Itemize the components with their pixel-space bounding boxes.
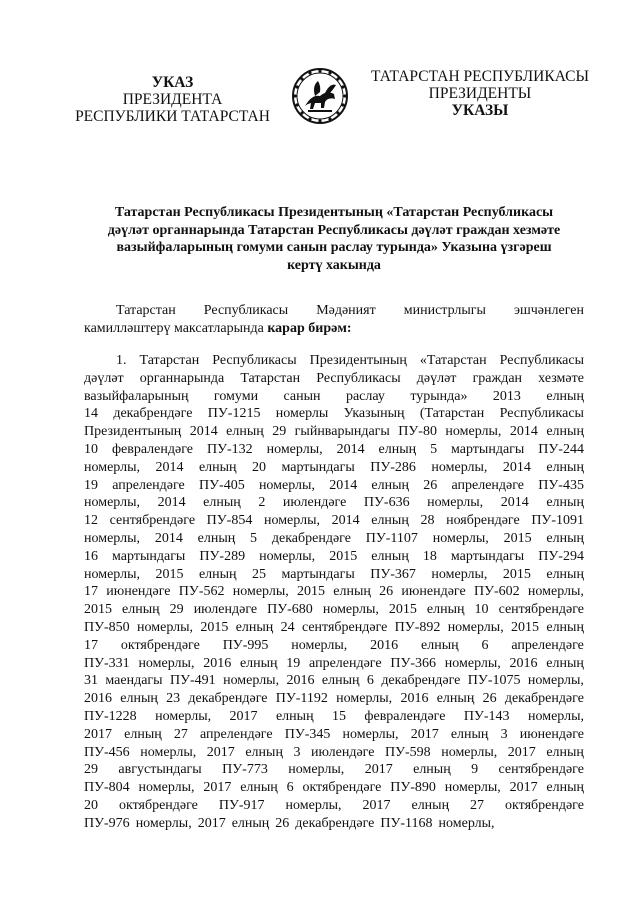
header-right-block bbox=[360, 68, 600, 119]
word: елның bbox=[371, 513, 409, 529]
word: декабрендәге bbox=[113, 406, 193, 422]
paragraph-line bbox=[84, 726, 584, 744]
word: октябрендәге bbox=[505, 797, 584, 813]
word: елның bbox=[450, 726, 489, 742]
word: 6 bbox=[286, 780, 294, 796]
word: июнендәге bbox=[106, 584, 171, 600]
word: номерлы, bbox=[431, 459, 488, 475]
word: 2017 bbox=[197, 815, 226, 831]
paragraph-line bbox=[84, 655, 584, 673]
word: елның bbox=[436, 691, 475, 707]
word: 5 bbox=[250, 530, 258, 546]
word: ПУ-562 bbox=[178, 584, 225, 600]
word: 2 bbox=[258, 495, 266, 511]
word: елның bbox=[231, 815, 270, 831]
word: 2017 bbox=[410, 726, 439, 742]
word: 1. bbox=[116, 353, 127, 368]
word: раслау bbox=[345, 388, 385, 404]
word: 6 bbox=[481, 637, 489, 653]
word: 2016 bbox=[509, 655, 538, 671]
word: декабрендәге bbox=[504, 691, 584, 707]
word: ПУ-1091 bbox=[531, 513, 584, 529]
word: мартындагы bbox=[281, 459, 355, 475]
word: номерлы, bbox=[138, 655, 195, 671]
header-right-line-1: ТАТАРСТАН РЕСПУБЛИКАСЫ bbox=[371, 68, 589, 85]
word: ПУ-367 bbox=[370, 566, 416, 582]
paragraph-line bbox=[84, 548, 584, 566]
word: дәүләт bbox=[416, 370, 457, 386]
word: елның bbox=[197, 530, 236, 546]
word: 28 bbox=[420, 513, 435, 529]
word: ПУ-331 bbox=[84, 655, 130, 671]
word: Татарстан bbox=[139, 353, 200, 368]
word: 29 bbox=[272, 424, 287, 440]
word: ПУ-1168 bbox=[380, 815, 433, 831]
intro-resolution-phrase: карар бирәм: bbox=[267, 320, 352, 336]
word: номерлы, bbox=[431, 566, 488, 582]
intro-word: эшчәнлеген bbox=[513, 303, 584, 318]
paragraph-line bbox=[84, 690, 584, 708]
word: 2014 bbox=[502, 459, 531, 475]
word: 27 bbox=[173, 726, 188, 742]
word: ПУ-854 bbox=[206, 513, 253, 529]
word: хезмәте bbox=[538, 370, 584, 386]
title-line: кертү хакында bbox=[287, 257, 381, 273]
word: елның bbox=[124, 726, 162, 742]
word: 2016 bbox=[203, 655, 232, 671]
word: номерлы, bbox=[285, 797, 342, 813]
word: 2017 bbox=[509, 780, 538, 796]
word: 2017 bbox=[507, 744, 536, 760]
word: сентябрендәге bbox=[109, 513, 196, 529]
word: 2014 bbox=[155, 459, 184, 475]
word: елның bbox=[321, 673, 360, 689]
intro-word: Республикасы bbox=[203, 303, 289, 318]
word: номерлы, bbox=[441, 744, 498, 760]
word: елның bbox=[275, 708, 314, 724]
word: 2014 bbox=[189, 424, 218, 440]
word: елның bbox=[235, 619, 274, 635]
word: 24 bbox=[280, 619, 295, 635]
word: елның bbox=[546, 530, 584, 546]
word: номерлы, bbox=[263, 513, 320, 529]
word: 14 bbox=[84, 406, 98, 422]
word: 2015 bbox=[329, 548, 358, 564]
word: мартындагы bbox=[451, 441, 525, 457]
word: (Татарстан bbox=[419, 406, 485, 422]
paragraph-line bbox=[84, 744, 584, 762]
word: Республикасы bbox=[499, 406, 584, 422]
word: 2015 bbox=[297, 584, 326, 600]
word: елның bbox=[546, 495, 584, 511]
word: 2015 bbox=[503, 530, 532, 546]
word: 5 bbox=[430, 441, 438, 457]
paragraph-line bbox=[84, 779, 584, 797]
word: августындагы bbox=[118, 762, 202, 778]
paragraph-line bbox=[84, 619, 584, 637]
word: 26 bbox=[482, 691, 497, 707]
word: февралендәге bbox=[364, 708, 446, 724]
word: елның bbox=[120, 691, 158, 707]
word: октябрендәге bbox=[118, 797, 198, 813]
word: елның bbox=[371, 548, 409, 564]
word: июнендәге bbox=[401, 584, 466, 600]
decree-title bbox=[84, 204, 584, 274]
word: 2016 bbox=[370, 637, 399, 653]
paragraph-line bbox=[84, 512, 584, 530]
word: ПУ-435 bbox=[538, 477, 584, 493]
word: дәүләт bbox=[84, 370, 124, 386]
word: ПУ-773 bbox=[222, 762, 268, 778]
paragraph-line bbox=[84, 637, 584, 655]
word: номерлы, bbox=[135, 815, 192, 831]
word: ПУ-366 bbox=[390, 655, 437, 671]
intro-word: Мәдәният bbox=[316, 303, 376, 318]
word: 12 bbox=[84, 513, 98, 529]
word: апрелендәге bbox=[200, 726, 273, 742]
intro-line-1 bbox=[84, 302, 584, 320]
word: ПУ-80 bbox=[398, 424, 437, 440]
paragraph-line bbox=[84, 530, 584, 548]
word: елның bbox=[226, 424, 264, 440]
word: 2014 bbox=[500, 495, 529, 511]
word: ПУ-405 bbox=[199, 477, 245, 493]
word: ПУ-1107 bbox=[365, 530, 418, 546]
word: елның bbox=[546, 388, 584, 404]
word: номерлы, bbox=[527, 584, 584, 600]
word: Республикасы bbox=[212, 353, 297, 368]
intro-word: министрлыгы bbox=[403, 303, 486, 318]
header-left-block bbox=[70, 74, 275, 125]
word: ПУ-456 bbox=[84, 744, 130, 760]
word: 2016 bbox=[84, 691, 112, 707]
word: номерлы, bbox=[438, 815, 495, 831]
word: 2017 bbox=[84, 726, 112, 742]
word: 16 bbox=[84, 548, 98, 564]
paragraph-line bbox=[84, 477, 584, 495]
word: елның bbox=[546, 744, 584, 760]
word: елның bbox=[546, 566, 584, 582]
word: номерлы, bbox=[427, 495, 484, 511]
paragraph-line bbox=[84, 352, 584, 370]
word: 2016 bbox=[400, 691, 429, 707]
word: органнарында bbox=[139, 370, 225, 386]
paragraph-line bbox=[84, 566, 584, 584]
word: 26 bbox=[275, 815, 290, 831]
word: декабрендәге bbox=[295, 815, 375, 831]
word: елның bbox=[546, 424, 584, 440]
word: 2017 bbox=[364, 762, 393, 778]
word: апрелендәге bbox=[309, 655, 382, 671]
word: елның bbox=[245, 744, 283, 760]
word: ПУ-1215 bbox=[207, 406, 261, 422]
word: елның bbox=[378, 441, 417, 457]
word: вазыйфаларының bbox=[84, 388, 189, 404]
word: 26 bbox=[423, 477, 438, 493]
word: ПУ-1075 bbox=[467, 673, 521, 689]
paragraph-line bbox=[84, 441, 584, 459]
word: ПУ-602 bbox=[473, 584, 520, 600]
word: номерлы, bbox=[138, 780, 195, 796]
word: номерлы, bbox=[223, 673, 280, 689]
word: ПУ-976 bbox=[84, 815, 130, 831]
word: номерлы, bbox=[432, 530, 489, 546]
word: 10 bbox=[474, 602, 489, 618]
word: 25 bbox=[252, 566, 267, 582]
word: 27 bbox=[470, 797, 485, 813]
word: 18 bbox=[422, 548, 437, 564]
word: ноябрендәге bbox=[446, 513, 520, 529]
word: номерлы, bbox=[258, 477, 315, 493]
word: мартындагы bbox=[112, 548, 186, 564]
word: 19 bbox=[286, 655, 301, 671]
intro-line-2 bbox=[84, 320, 584, 338]
word: елның bbox=[546, 619, 584, 635]
word: граждан bbox=[472, 370, 523, 386]
word: 6 bbox=[366, 673, 374, 689]
word: гыйнварындагы bbox=[294, 424, 390, 440]
word: декабрендәге bbox=[188, 691, 268, 707]
header-left-line-1: УКАЗ bbox=[151, 74, 194, 91]
word: ПУ-804 bbox=[84, 780, 130, 796]
word: 2014 bbox=[336, 441, 365, 457]
word: 29 bbox=[84, 762, 98, 778]
word: апрелендәге bbox=[511, 637, 584, 653]
word: ПУ-289 bbox=[199, 548, 246, 564]
word: ПУ-294 bbox=[538, 548, 584, 564]
word: 15 bbox=[331, 708, 346, 724]
word: 2015 bbox=[155, 566, 184, 582]
paragraph-1 bbox=[84, 352, 584, 833]
word: елның bbox=[546, 780, 584, 796]
paragraph-line bbox=[84, 601, 584, 619]
word: номерлы, bbox=[444, 655, 501, 671]
word: номерлы, bbox=[84, 495, 141, 511]
word: номерлы, bbox=[140, 744, 197, 760]
word: номерлы, bbox=[84, 530, 141, 546]
word: 17 bbox=[84, 584, 98, 600]
paragraph-line bbox=[84, 583, 584, 601]
paragraph-line bbox=[84, 761, 584, 779]
intro-paragraph bbox=[84, 302, 584, 338]
word: мартындагы bbox=[281, 566, 355, 582]
word: апрелендәге bbox=[451, 477, 525, 493]
word: 2014 bbox=[509, 424, 538, 440]
word: ПУ-850 bbox=[84, 619, 130, 635]
word: елның bbox=[122, 602, 160, 618]
word: ПУ-890 bbox=[390, 780, 436, 796]
word: номерлы, bbox=[291, 637, 348, 653]
word: номерлы, bbox=[447, 619, 504, 635]
word: 2014 bbox=[154, 530, 183, 546]
word: 3 bbox=[293, 744, 301, 760]
paragraph-line bbox=[84, 459, 584, 477]
word: апрелендәге bbox=[112, 477, 185, 493]
title-line: Татарстан Республикасы Президентының «Татарстан Республикасы bbox=[114, 205, 554, 220]
word: ПУ-1192 bbox=[275, 691, 328, 707]
word: 2014 bbox=[157, 495, 186, 511]
word: елның bbox=[198, 459, 237, 475]
word: 3 bbox=[500, 726, 508, 742]
word: номерлы, bbox=[259, 548, 316, 564]
word: 31 bbox=[84, 673, 98, 689]
word: номерлы, bbox=[84, 459, 141, 475]
word: номерлы, bbox=[266, 441, 323, 457]
word: ПУ-917 bbox=[218, 797, 265, 813]
word: сентябрендәге bbox=[498, 762, 584, 778]
word: номерлы, bbox=[137, 619, 194, 635]
word: елның bbox=[411, 797, 450, 813]
word: номерлы, bbox=[336, 691, 393, 707]
intro-line-2-text: камилләштерү максатларында bbox=[84, 320, 268, 336]
word: елның bbox=[413, 762, 451, 778]
word: елның bbox=[240, 780, 278, 796]
word: декабрендәге bbox=[381, 673, 461, 689]
word: 2015 bbox=[511, 619, 540, 635]
word: номерлы, bbox=[527, 673, 584, 689]
word: июлендәге bbox=[282, 495, 347, 511]
header-left-line-2: ПРЕЗИДЕНТА bbox=[122, 91, 223, 108]
word: Президентының bbox=[309, 353, 407, 368]
word: 2013 bbox=[492, 388, 521, 404]
title-line: вазыйфаларының гомуми санын раслау турында» Указына үзгәреш bbox=[116, 240, 552, 255]
word: 2015 bbox=[388, 602, 417, 618]
word: номерлы, bbox=[445, 424, 502, 440]
word: 2017 bbox=[206, 744, 235, 760]
word: елның bbox=[198, 566, 237, 582]
word: октябрендәге bbox=[302, 780, 382, 796]
word: июлендәге bbox=[193, 602, 258, 618]
word: февралендәге bbox=[111, 441, 193, 457]
word: 20 bbox=[252, 459, 267, 475]
word: 17 bbox=[84, 637, 98, 653]
word: гомуми bbox=[213, 388, 259, 404]
word: ПУ-636 bbox=[363, 495, 410, 511]
paragraph-line bbox=[84, 423, 584, 441]
word: номерлы bbox=[275, 406, 329, 422]
word: ПУ-892 bbox=[394, 619, 441, 635]
word: ПУ-132 bbox=[206, 441, 253, 457]
word: октябрендәге bbox=[120, 637, 200, 653]
word: июнендәге bbox=[519, 726, 584, 742]
word: елның bbox=[546, 459, 584, 475]
word: ПУ-491 bbox=[169, 673, 216, 689]
word: 2017 bbox=[229, 708, 258, 724]
word: номерлы, bbox=[342, 726, 399, 742]
paragraph-line bbox=[84, 815, 584, 833]
word: 19 bbox=[84, 477, 98, 493]
word: 2015 bbox=[502, 566, 531, 582]
word: 9 bbox=[471, 762, 479, 778]
word: номерлы, bbox=[84, 566, 141, 582]
word: Указының bbox=[343, 406, 405, 422]
word: 2014 bbox=[331, 513, 360, 529]
paragraph-line bbox=[84, 370, 584, 388]
word: ПУ-598 bbox=[384, 744, 431, 760]
word: Республикасы bbox=[316, 370, 401, 386]
word: Татарстан bbox=[240, 370, 301, 386]
word: елның bbox=[333, 584, 371, 600]
paragraph-line bbox=[84, 672, 584, 690]
word: номерлы, bbox=[288, 762, 345, 778]
word: номерлы, bbox=[444, 780, 501, 796]
paragraph-line bbox=[84, 797, 584, 815]
title-line: дәүләт органнарында Татарстан Республикасы дәүләт граждан хезмәте bbox=[107, 222, 561, 238]
header-right-line-2: ПРЕЗИДЕНТЫ bbox=[428, 85, 532, 102]
paragraph-line bbox=[84, 388, 584, 406]
word: Президентының bbox=[84, 424, 182, 440]
word: Республикасы bbox=[499, 353, 584, 368]
word: 2016 bbox=[286, 673, 315, 689]
word: 2017 bbox=[203, 780, 232, 796]
word: ПУ-244 bbox=[538, 441, 584, 457]
word: 23 bbox=[166, 691, 181, 707]
word: 29 bbox=[169, 602, 184, 618]
word: ПУ-286 bbox=[370, 459, 416, 475]
word: ПУ-1228 bbox=[84, 708, 137, 724]
word: номерлы, bbox=[527, 708, 584, 724]
word: 2014 bbox=[329, 477, 358, 493]
word: 26 bbox=[379, 584, 394, 600]
word: «Татарстан bbox=[419, 353, 487, 368]
paragraph-line bbox=[84, 708, 584, 726]
word: июлендәге bbox=[311, 744, 375, 760]
word: 20 bbox=[84, 797, 98, 813]
word: ПУ-995 bbox=[222, 637, 269, 653]
word: санын bbox=[283, 388, 321, 404]
intro-word: Татарстан bbox=[116, 303, 176, 318]
word: 2015 bbox=[84, 602, 112, 618]
header-left-line-3: РЕСПУБЛИКИ ТАТАРСТАН bbox=[75, 108, 270, 125]
word: елның bbox=[421, 637, 459, 653]
word: декабрендәге bbox=[271, 530, 351, 546]
word: елның bbox=[426, 602, 465, 618]
header-right-line-3: УКАЗЫ bbox=[451, 102, 509, 119]
paragraph-line bbox=[84, 405, 584, 423]
word: 10 bbox=[84, 441, 98, 457]
word: номерлы, bbox=[232, 584, 289, 600]
coat-of-arms-icon bbox=[290, 66, 350, 126]
word: елның bbox=[203, 495, 241, 511]
word: елның bbox=[239, 655, 278, 671]
word: сентябрендәге bbox=[498, 602, 584, 618]
word: турында» bbox=[410, 388, 468, 404]
word: елның bbox=[371, 477, 410, 493]
word: 2015 bbox=[200, 619, 229, 635]
word: елның bbox=[546, 655, 584, 671]
word: ПУ-143 bbox=[463, 708, 510, 724]
word: 2017 bbox=[362, 797, 391, 813]
word: номерлы, bbox=[155, 708, 212, 724]
word: мартындагы bbox=[450, 548, 525, 564]
word: ПУ-345 bbox=[284, 726, 331, 742]
word: маендагы bbox=[105, 673, 163, 689]
word: сентябрендәге bbox=[301, 619, 388, 635]
paragraph-line bbox=[84, 494, 584, 512]
word: ПУ-680 bbox=[267, 602, 313, 618]
word: номерлы, bbox=[322, 602, 379, 618]
